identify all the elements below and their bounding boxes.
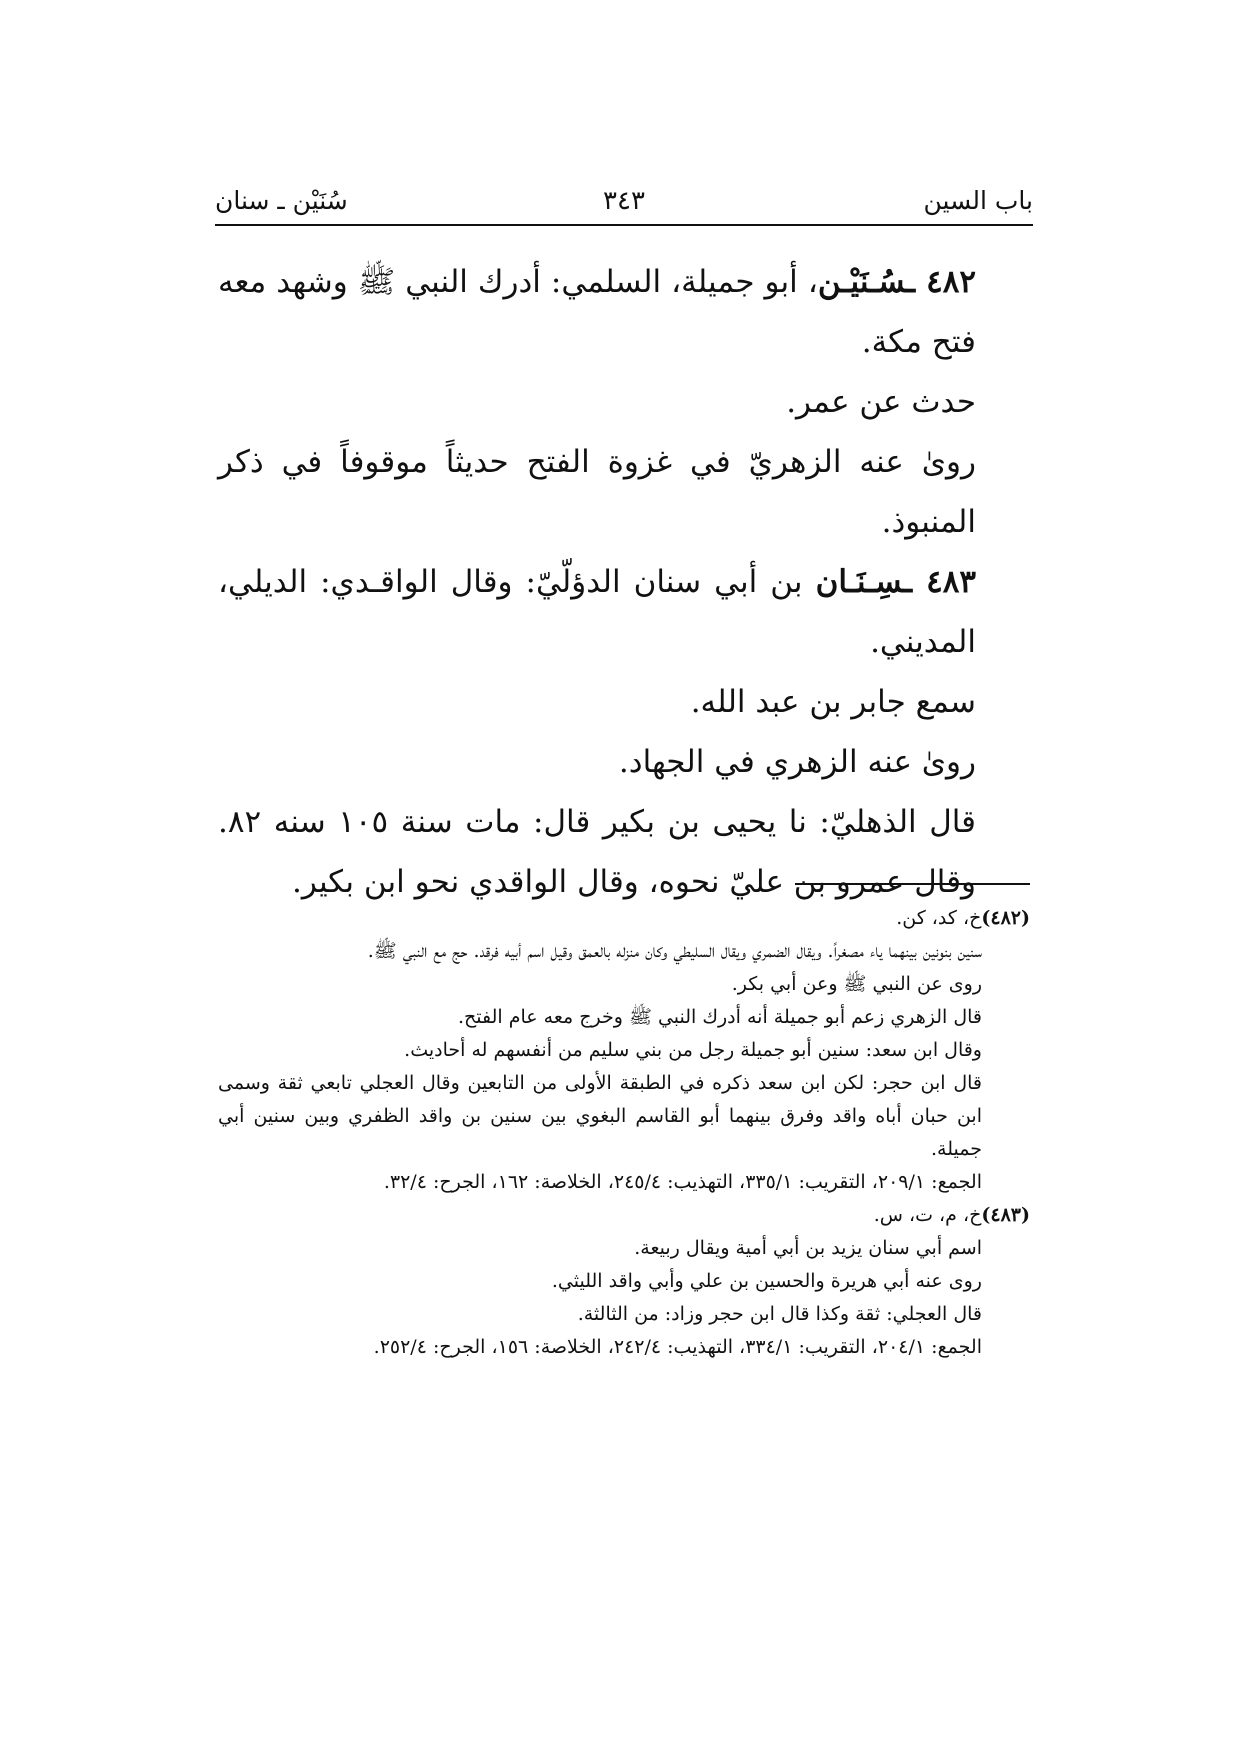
footnote-482-line: قال الزهري زعم أبو جميلة أنه أدرك النبي ﷺ وخرج معه عام الفتح. <box>457 1006 982 1028</box>
entry-483-line4: قال الذهليّ: نا يحيى بن بكير قال: مات سنة ١٠٥ سنه ٨٢. وقال عمرو بن عليّ نحوه، وقال الواقدي نحو ابن بكير. <box>218 804 976 900</box>
footnote-483-line: اسم أبي سنان يزيد بن أبي أمية ويقال ربيعة. <box>634 1237 982 1259</box>
footnote-rule <box>795 883 1030 885</box>
footnote-482-head <box>218 902 1030 935</box>
footnote-483-line: قال العجلي: ثقة وكذا قال ابن حجر وزاد: من الثالثة. <box>577 1303 982 1325</box>
footnote-482-line: وقال ابن سعد: سنين أبو جميلة رجل من بني سليم من أنفسهم له أحاديث. <box>404 1039 982 1061</box>
entry-range: سُنَيْن ـ سنان <box>215 186 348 215</box>
entry-483-text: بن أبي سنان الدؤلّيّ: وقال الواقـدي: الديلي، المديني. <box>218 564 976 660</box>
footnote-483-head <box>218 1199 1030 1232</box>
header-rule <box>215 224 1033 226</box>
footnote-482-sigla: خ، كد، كن. <box>896 907 982 929</box>
chapter-title: باب السين <box>923 186 1033 215</box>
entry-482-number: ٤٨٢ ـ <box>905 264 977 300</box>
entry-483-line3: روىٰ عنه الزهري في الجهاد. <box>618 744 976 780</box>
entry-482-name: سُـنَيْـن <box>817 264 906 300</box>
footnote-483-line: الجمع: ٢٠٤/١، التقريب: ٣٣٤/١، التهذيب: ٢٤٢/٤، الخلاصة: ١٥٦، الجرح: ٢٥٢/٤. <box>373 1336 982 1358</box>
running-header <box>215 182 1033 226</box>
footnote-483-line: روى عنه أبي هريرة والحسين بن علي وأبي واقد الليثي. <box>551 1270 982 1292</box>
footnotes <box>218 902 1030 1364</box>
main-text <box>218 252 1030 912</box>
entry-483-name: سِـنَـان <box>815 564 903 600</box>
footnote-483-label: (٤٨٣) <box>981 1204 1030 1226</box>
entry-482-line3: روىٰ عنه الزهريّ في غزوة الفتح حديثاً موقوفاً في ذكر المنبوذ. <box>218 444 976 540</box>
entry-483-number: ٤٨٣ ـ <box>902 564 977 600</box>
page-number: ٣٤٣ <box>603 186 645 216</box>
footnote-482-label: (٤٨٢) <box>981 907 1030 929</box>
entry-482-line2: حدث عن عمر. <box>786 384 976 420</box>
entry-482-text: ، أبو جميلة، السلمي: أدرك النبي ﷺ وشهد معه فتح مكة. <box>218 264 976 360</box>
footnote-483-sigla: خ، م، ت، س. <box>873 1204 982 1226</box>
footnote-482-line: الجمع: ٢٠٩/١، التقريب: ٣٣٥/١، التهذيب: ٢٤٥/٤، الخلاصة: ١٦٢، الجرح: ٣٢/٤. <box>383 1171 982 1193</box>
entry-483 <box>218 552 1030 672</box>
entry-483-line2: سمع جابر بن عبد الله. <box>690 684 976 720</box>
footnote-482-line: روى عن النبي ﷺ وعن أبي بكر. <box>731 973 982 995</box>
footnote-482-line: سنين بنونين بينهما ياء مصغراً. ويقال الضمري ويقال السليطي وكان منزله بالعمق وقيل اسم أبيه فرقد. حج مع النبي ﷺ. <box>367 940 982 962</box>
entry-482 <box>218 252 1030 372</box>
footnote-482-line: قال ابن حجر: لكن ابن سعد ذكره في الطبقة الأولى من التابعين وقال العجلي تابعي ثقة وسمى ابن حبان أباه واقد وفرق بينهما أبو القاسم البغوي بين سنين بن واقد الظفري وبين سنين أبي جميلة. <box>218 1072 982 1160</box>
